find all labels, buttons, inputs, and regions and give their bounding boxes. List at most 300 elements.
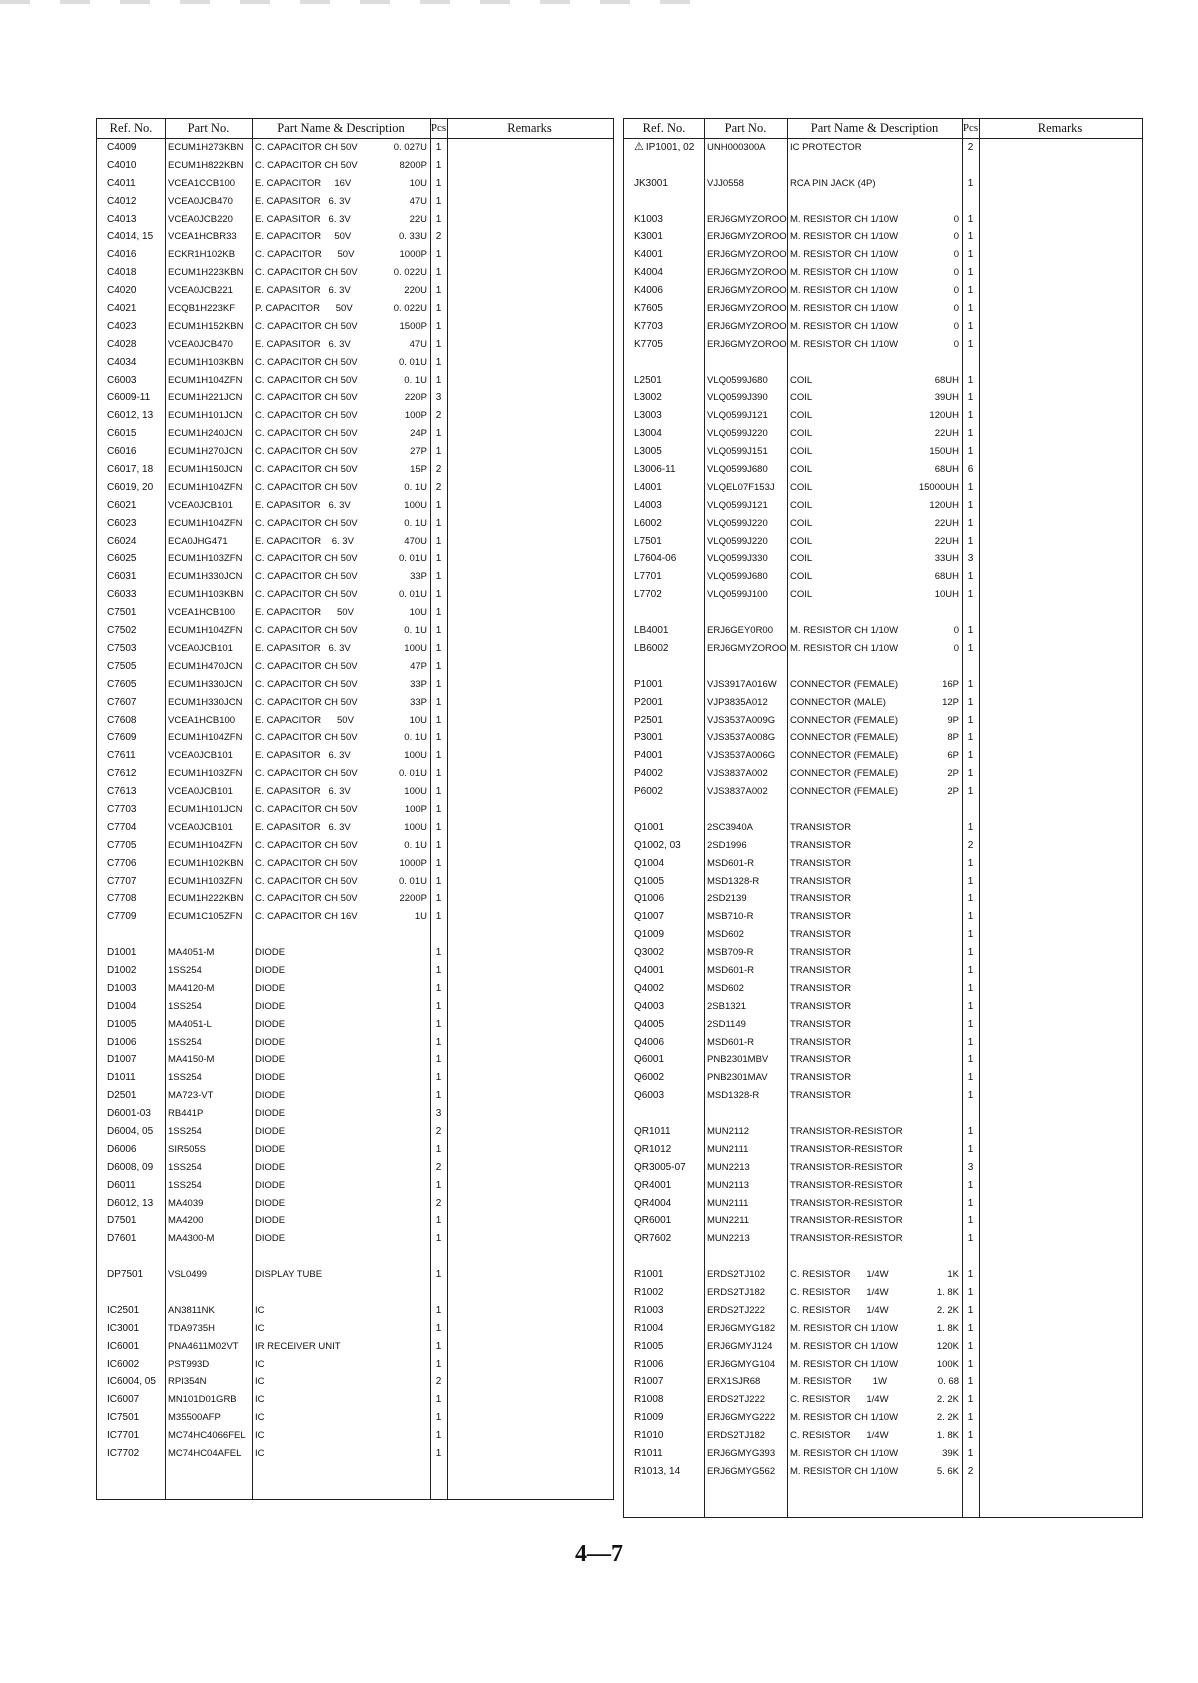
ref-no: Q1005 xyxy=(634,875,665,887)
remarks xyxy=(979,175,1139,193)
remarks xyxy=(447,246,607,264)
ref-no: D6006 xyxy=(107,1143,137,1155)
ref-no-cell xyxy=(97,694,165,712)
pcs: 1 xyxy=(967,1430,974,1442)
table-row xyxy=(97,729,613,747)
ref-no-cell xyxy=(97,533,165,551)
pcs: 1 xyxy=(967,1269,974,1281)
description-name: TRANSISTOR xyxy=(790,1018,852,1030)
remarks xyxy=(447,282,607,300)
description-value: 1. 8K xyxy=(936,1322,959,1334)
remarks xyxy=(447,604,607,622)
part-no: 2SD1996 xyxy=(707,839,747,851)
ref-no: L3006-11 xyxy=(634,464,676,476)
description-name: M. RESISTOR CH 1/10W xyxy=(790,249,899,261)
description xyxy=(252,783,430,801)
pcs: 1 xyxy=(435,499,442,511)
table-row xyxy=(97,998,613,1016)
remarks xyxy=(979,1481,1139,1499)
description-name: DIODE xyxy=(255,1018,286,1030)
ref-no-cell xyxy=(624,712,704,730)
description-name: M. RESISTOR CH 1/10W xyxy=(790,1448,899,1460)
ref-no-cell xyxy=(97,765,165,783)
ref-no-cell xyxy=(97,479,165,497)
ref-no-cell xyxy=(624,694,704,712)
pcs: 1 xyxy=(435,303,442,315)
remarks xyxy=(979,336,1139,354)
remarks xyxy=(447,819,607,837)
part-no: SIR505S xyxy=(168,1143,207,1155)
pcs xyxy=(962,354,979,372)
description xyxy=(252,461,430,479)
pcs: 1 xyxy=(435,1233,442,1245)
ref-no: P2501 xyxy=(634,714,663,726)
pcs: 1 xyxy=(435,320,442,332)
description xyxy=(787,139,962,157)
pcs: 1 xyxy=(967,732,974,744)
ref-no-cell xyxy=(97,1195,165,1213)
pcs xyxy=(962,1499,979,1517)
part-no: VCEA0JCB101 xyxy=(168,821,233,833)
description xyxy=(252,246,430,264)
part-no: VCEA0JCB470 xyxy=(168,338,233,350)
table-row xyxy=(624,1051,1142,1069)
remarks xyxy=(979,193,1139,211)
description-value: 10UH xyxy=(934,589,959,601)
remarks xyxy=(447,1266,607,1284)
description-name: TRANSISTOR-RESISTOR xyxy=(790,1125,903,1137)
description-name: E. CAPASITOR 6. 3V xyxy=(255,642,351,654)
ref-no-cell xyxy=(624,1463,704,1481)
ref-no-cell xyxy=(624,568,704,586)
pcs: 1 xyxy=(967,535,974,547)
table-row xyxy=(97,282,613,300)
pcs: 1 xyxy=(967,410,974,422)
remarks xyxy=(447,729,607,747)
description xyxy=(787,407,962,425)
description xyxy=(787,1177,962,1195)
table-row xyxy=(624,1016,1142,1034)
part-no xyxy=(704,1499,787,1517)
remarks xyxy=(447,1373,607,1391)
pcs: 1 xyxy=(435,803,442,815)
ref-no-cell xyxy=(624,908,704,926)
ref-no-cell xyxy=(97,622,165,640)
table-row xyxy=(624,515,1142,533)
pcs: 1 xyxy=(967,1090,974,1102)
description xyxy=(787,264,962,282)
remarks xyxy=(979,890,1139,908)
description-name: M. RESISTOR CH 1/10W xyxy=(790,285,899,297)
scan-artifact xyxy=(0,0,700,4)
part-no: ERJ6GMYZOROO xyxy=(707,642,787,654)
remarks xyxy=(979,962,1139,980)
table-row xyxy=(97,1338,613,1356)
ref-no: R1008 xyxy=(634,1394,664,1406)
description-value: 33UH xyxy=(934,553,959,565)
description-value: 0. 1U xyxy=(404,374,427,386)
part-no: 2SD1149 xyxy=(707,1018,746,1030)
ref-no-cell xyxy=(624,407,704,425)
description xyxy=(252,1445,430,1463)
part-no: VJS3537A006G xyxy=(707,750,776,762)
ref-no-cell xyxy=(624,1427,704,1445)
ref-no-cell xyxy=(97,354,165,372)
pcs: 1 xyxy=(967,1018,974,1030)
part-no: ECUM1H104ZFN xyxy=(168,481,243,493)
table-row xyxy=(97,837,613,855)
description xyxy=(252,389,430,407)
table-row xyxy=(97,228,613,246)
remarks xyxy=(979,783,1139,801)
description-value: 10U xyxy=(409,714,427,726)
description xyxy=(787,1069,962,1087)
warning-icon: ⚠ xyxy=(634,141,644,153)
ref-no-cell xyxy=(624,1141,704,1159)
table-row xyxy=(624,336,1142,354)
pcs: 3 xyxy=(435,1108,442,1120)
remarks xyxy=(447,1391,607,1409)
pcs: 1 xyxy=(967,982,974,994)
header-description: Part Name & Description xyxy=(810,121,939,135)
part-no: UNH000300A xyxy=(707,142,766,153)
ref-no: C7613 xyxy=(107,786,137,798)
ref-no: Q6003 xyxy=(634,1090,665,1102)
description xyxy=(787,980,962,998)
description-name: M. RESISTOR CH 1/10W xyxy=(790,1465,899,1477)
table-row xyxy=(97,765,613,783)
part-no xyxy=(704,801,787,819)
part-no: VCEA0JCB101 xyxy=(168,786,233,798)
ref-no-cell xyxy=(97,586,165,604)
pcs: 1 xyxy=(967,320,974,332)
part-no: ECUM1H102KBN xyxy=(168,857,244,869)
description-name: TRANSISTOR xyxy=(790,893,852,905)
table-row xyxy=(97,336,613,354)
pcs: 1 xyxy=(967,249,974,261)
description-name: TRANSISTOR xyxy=(790,964,852,976)
pcs: 1 xyxy=(967,857,974,869)
description xyxy=(252,1284,430,1302)
remarks xyxy=(979,1445,1139,1463)
description xyxy=(787,515,962,533)
description xyxy=(787,1087,962,1105)
table-row xyxy=(624,1481,1142,1499)
pcs: 1 xyxy=(435,1430,442,1442)
ref-no: Q1001 xyxy=(634,821,665,833)
remarks xyxy=(979,694,1139,712)
ref-no: R1010 xyxy=(634,1430,664,1442)
description-name: C. CAPACITOR CH 50V xyxy=(255,660,358,672)
ref-no: K7703 xyxy=(634,320,663,332)
description xyxy=(252,837,430,855)
part-no: 1SS254 xyxy=(168,1036,202,1048)
table-row xyxy=(97,175,613,193)
remarks xyxy=(447,926,607,944)
remarks xyxy=(447,533,607,551)
description-value: 0. 022U xyxy=(393,303,427,315)
remarks xyxy=(447,1445,607,1463)
part-no: VLQ0599J220 xyxy=(707,517,768,529)
part-no: MSD602 xyxy=(707,929,744,941)
ref-no-cell xyxy=(624,1302,704,1320)
ref-no-cell xyxy=(624,372,704,390)
part-no: VJS3917A016W xyxy=(707,678,777,690)
pcs: 3 xyxy=(435,392,442,404)
ref-no-cell xyxy=(97,962,165,980)
description xyxy=(787,461,962,479)
remarks xyxy=(979,1230,1139,1248)
description xyxy=(252,372,430,390)
ref-no-cell xyxy=(624,962,704,980)
ref-no-cell xyxy=(624,550,704,568)
pcs: 1 xyxy=(435,786,442,798)
description-name: DIODE xyxy=(255,1108,286,1120)
remarks xyxy=(979,1356,1139,1374)
description-name: E. CAPASITOR 6. 3V xyxy=(255,821,351,833)
part-no: MC74HC4066FEL xyxy=(168,1430,246,1442)
ref-no: C4011 xyxy=(107,177,136,189)
remarks xyxy=(979,1409,1139,1427)
ref-no: C7612 xyxy=(107,768,137,780)
part-no: 1SS254 xyxy=(168,1161,202,1173)
pcs: 1 xyxy=(435,714,442,726)
description-name: TRANSISTOR-RESISTOR xyxy=(790,1143,903,1155)
ref-no-cell xyxy=(97,1445,165,1463)
description xyxy=(252,1230,430,1248)
part-no: ERJ6GMYZOROO xyxy=(707,303,787,315)
table-row xyxy=(97,622,613,640)
description-value: 68UH xyxy=(934,571,959,583)
pcs: 1 xyxy=(967,947,974,959)
table-row xyxy=(97,568,613,586)
pcs: 2 xyxy=(967,142,974,153)
table-row xyxy=(624,1034,1142,1052)
description xyxy=(787,372,962,390)
ref-no-cell xyxy=(624,980,704,998)
ref-no: C7503 xyxy=(107,642,137,654)
description-name: C. CAPACITOR 50V xyxy=(255,249,355,261)
ref-no-cell xyxy=(97,1212,165,1230)
pcs xyxy=(430,1248,447,1266)
description-name: C. CAPACITOR CH 50V xyxy=(255,267,358,279)
part-no: ECUM1H221JCN xyxy=(168,392,243,404)
table-row xyxy=(624,228,1142,246)
table-row xyxy=(97,712,613,730)
ref-no: R1003 xyxy=(634,1304,664,1316)
description xyxy=(252,926,430,944)
remarks xyxy=(447,658,607,676)
description xyxy=(787,783,962,801)
description-name: M. RESISTOR CH 1/10W xyxy=(790,267,899,279)
ref-no: K1003 xyxy=(634,213,663,225)
part-no: VLQ0599J121 xyxy=(707,410,768,422)
ref-no: IC7701 xyxy=(107,1430,140,1442)
part-no: ECUM1H330JCN xyxy=(168,571,243,583)
header-part-no: Part No. xyxy=(724,121,767,135)
part-no: MN101D01GRB xyxy=(168,1394,237,1406)
table-row xyxy=(97,461,613,479)
table-row xyxy=(97,479,613,497)
ref-no-cell xyxy=(624,264,704,282)
description xyxy=(787,1373,962,1391)
part-no: 1SS254 xyxy=(168,1000,202,1012)
description-name: TRANSISTOR xyxy=(790,839,852,851)
table-row xyxy=(97,1087,613,1105)
ref-no: L4003 xyxy=(634,499,662,511)
remarks xyxy=(979,1195,1139,1213)
ref-no-cell xyxy=(97,1320,165,1338)
ref-no: R1004 xyxy=(634,1322,664,1334)
ref-no: R1005 xyxy=(634,1340,664,1352)
ref-no-cell xyxy=(97,515,165,533)
table-row xyxy=(624,712,1142,730)
part-no: ECUM1H103KBN xyxy=(168,356,244,368)
part-no xyxy=(704,1105,787,1123)
remarks xyxy=(447,1284,607,1302)
description xyxy=(787,1123,962,1141)
remarks xyxy=(447,318,607,336)
ref-no-cell xyxy=(624,157,704,175)
ref-no: R1001 xyxy=(634,1269,664,1281)
ref-no: C7608 xyxy=(107,714,137,726)
description-name: C. CAPACITOR CH 50V xyxy=(255,553,358,565)
description xyxy=(252,604,430,622)
part-no: ERJ6GMYG104 xyxy=(707,1358,776,1370)
remarks xyxy=(447,461,607,479)
table-row xyxy=(97,497,613,515)
remarks xyxy=(447,944,607,962)
ref-no-cell xyxy=(97,604,165,622)
description-value: 39K xyxy=(942,1448,959,1460)
description xyxy=(252,801,430,819)
remarks xyxy=(979,855,1139,873)
table-row xyxy=(624,640,1142,658)
ref-no-cell xyxy=(97,407,165,425)
description xyxy=(252,354,430,372)
description-name: COIL xyxy=(790,571,813,583)
pcs: 1 xyxy=(435,732,442,744)
ref-no-cell xyxy=(97,801,165,819)
pcs: 1 xyxy=(435,750,442,762)
remarks xyxy=(979,801,1139,819)
description xyxy=(252,747,430,765)
ref-no: R1006 xyxy=(634,1358,664,1370)
remarks xyxy=(447,998,607,1016)
part-no: ECUM1H104ZFN xyxy=(168,732,243,744)
remarks xyxy=(979,712,1139,730)
pcs: 1 xyxy=(435,821,442,833)
ref-no-cell xyxy=(97,568,165,586)
description xyxy=(787,479,962,497)
description-value: 1K xyxy=(947,1269,959,1281)
description-value: 8P xyxy=(947,732,959,744)
description-name: IC xyxy=(255,1430,265,1442)
description xyxy=(252,1373,430,1391)
part-no: ERJ6GMYG393 xyxy=(707,1448,776,1460)
description xyxy=(787,622,962,640)
description xyxy=(252,228,430,246)
description-value: 33P xyxy=(410,571,427,583)
ref-no: Q4006 xyxy=(634,1036,665,1048)
pcs: 1 xyxy=(967,446,974,458)
table-row xyxy=(624,479,1142,497)
description-name: C. CAPACITOR CH 50V xyxy=(255,446,358,458)
description xyxy=(787,712,962,730)
table-row xyxy=(97,1159,613,1177)
part-no: ERJ6GMYG562 xyxy=(707,1465,776,1477)
pcs: 1 xyxy=(435,625,442,637)
ref-no-cell xyxy=(97,1069,165,1087)
remarks xyxy=(979,568,1139,586)
remarks xyxy=(447,139,607,157)
description xyxy=(787,855,962,873)
description-value: 6P xyxy=(947,750,959,762)
description-value: 2P xyxy=(947,768,959,780)
table-row xyxy=(624,926,1142,944)
ref-no-cell xyxy=(97,837,165,855)
pcs: 1 xyxy=(967,481,974,493)
ref-no-cell xyxy=(624,1123,704,1141)
description-name: TRANSISTOR xyxy=(790,875,852,887)
description-value: 0. 1U xyxy=(404,625,427,637)
description xyxy=(252,1302,430,1320)
description-name: C. CAPACITOR CH 50V xyxy=(255,696,358,708)
ref-no-cell xyxy=(624,1338,704,1356)
remarks xyxy=(447,157,607,175)
remarks xyxy=(447,228,607,246)
pcs: 1 xyxy=(967,1412,974,1424)
header-ref-no: Ref. No. xyxy=(642,121,686,135)
pcs: 1 xyxy=(435,1018,442,1030)
description xyxy=(787,228,962,246)
ref-no-cell xyxy=(97,1123,165,1141)
ref-no: D1003 xyxy=(107,982,137,994)
description-value: 47U xyxy=(409,195,427,207)
ref-no-cell xyxy=(97,1356,165,1374)
description xyxy=(787,604,962,622)
ref-no-cell xyxy=(624,604,704,622)
ref-no: C7607 xyxy=(107,696,137,708)
table-row xyxy=(624,1445,1142,1463)
description xyxy=(252,890,430,908)
ref-no-cell xyxy=(624,1087,704,1105)
remarks xyxy=(979,157,1139,175)
description xyxy=(252,550,430,568)
pcs: 1 xyxy=(435,982,442,994)
table-row xyxy=(624,1338,1142,1356)
ref-no-cell xyxy=(97,193,165,211)
description xyxy=(252,1016,430,1034)
part-no: ECA0JHG471 xyxy=(168,535,228,547)
table-row xyxy=(624,783,1142,801)
description-value: 22UH xyxy=(934,517,959,529)
description-name: DIODE xyxy=(255,1125,286,1137)
pcs: 1 xyxy=(435,159,442,171)
part-no: ECUM1H103ZFN xyxy=(168,768,243,780)
description xyxy=(252,1266,430,1284)
part-no: MC74HC04AFEL xyxy=(168,1448,242,1460)
part-no: 1SS254 xyxy=(168,1125,202,1137)
pcs: 1 xyxy=(967,374,974,386)
pcs: 2 xyxy=(967,839,974,851)
pcs: 2 xyxy=(435,464,442,476)
description-value: 27P xyxy=(410,446,427,458)
description-value: 33P xyxy=(410,678,427,690)
ref-no: C4034 xyxy=(107,356,137,368)
ref-no: C4014, 15 xyxy=(107,231,154,243)
description xyxy=(787,819,962,837)
